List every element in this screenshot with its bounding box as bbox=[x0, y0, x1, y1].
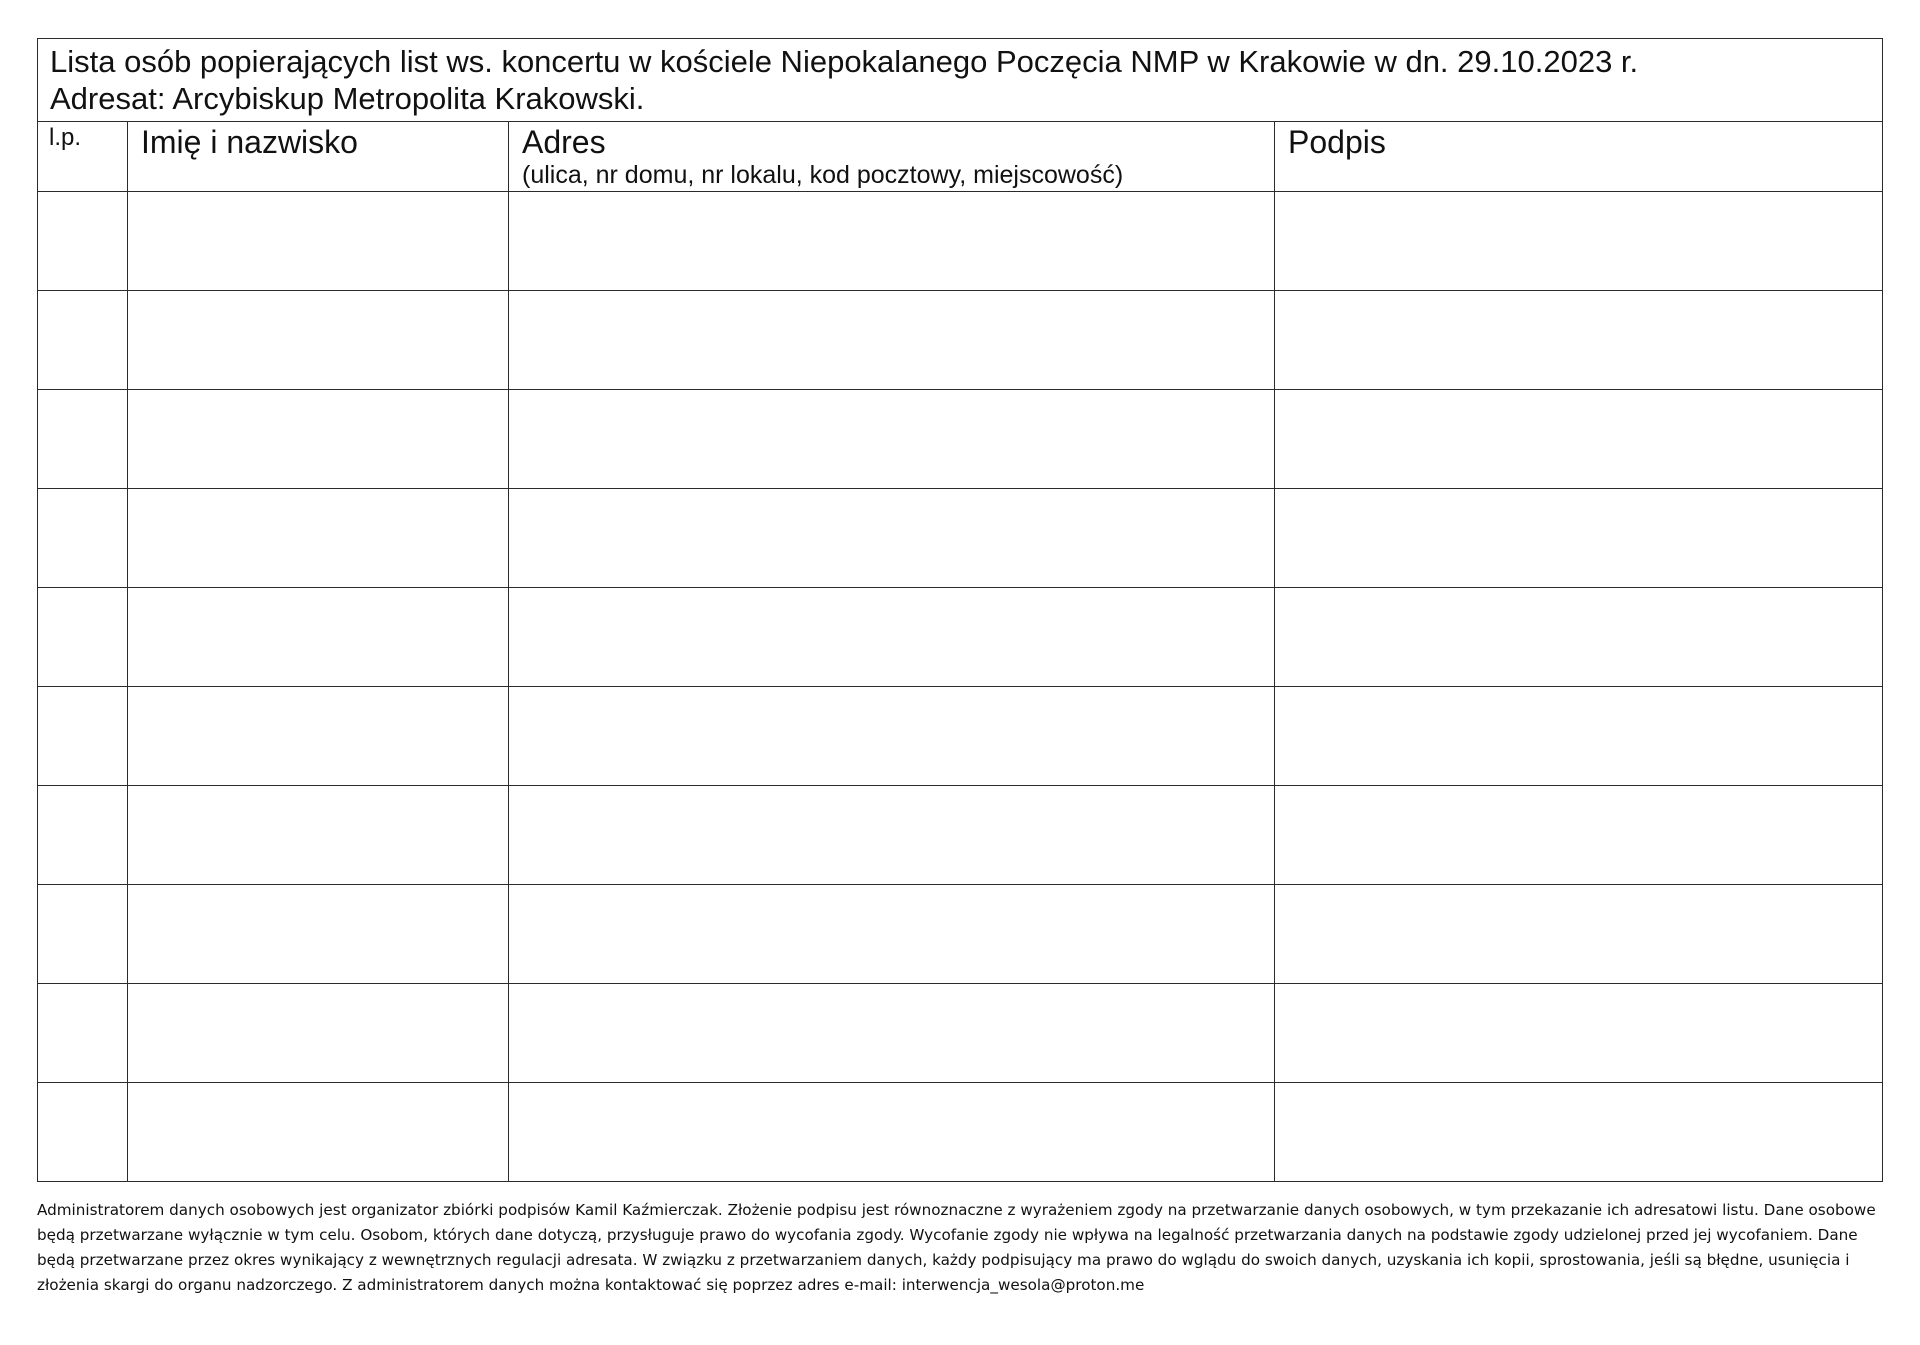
lp-cell[interactable] bbox=[38, 984, 128, 1083]
address-cell[interactable] bbox=[509, 291, 1275, 390]
signature-cell[interactable] bbox=[1275, 291, 1883, 390]
title-cell bbox=[38, 39, 1883, 122]
address-cell[interactable] bbox=[509, 588, 1275, 687]
header-lp-label: l.p. bbox=[49, 124, 82, 151]
header-address-cell bbox=[509, 122, 1275, 192]
petition-sheet bbox=[37, 38, 1882, 1182]
table-row bbox=[38, 984, 1883, 1083]
lp-cell[interactable] bbox=[38, 1083, 128, 1182]
name-cell[interactable] bbox=[128, 489, 509, 588]
table-row bbox=[38, 390, 1883, 489]
address-cell[interactable] bbox=[509, 192, 1275, 291]
signature-cell[interactable] bbox=[1275, 1083, 1883, 1182]
table-row bbox=[38, 291, 1883, 390]
signature-cell[interactable] bbox=[1275, 588, 1883, 687]
table-row bbox=[38, 885, 1883, 984]
header-address-hint: (ulica, nr domu, nr lokalu, kod pocztowy, miejscowość) bbox=[522, 161, 1124, 189]
name-cell[interactable] bbox=[128, 588, 509, 687]
header-signature-label: Podpis bbox=[1288, 124, 1386, 160]
header-lp-cell bbox=[38, 122, 128, 192]
signature-cell[interactable] bbox=[1275, 687, 1883, 786]
lp-cell[interactable] bbox=[38, 588, 128, 687]
name-cell[interactable] bbox=[128, 885, 509, 984]
signature-cell[interactable] bbox=[1275, 984, 1883, 1083]
table-row bbox=[38, 588, 1883, 687]
signature-cell[interactable] bbox=[1275, 192, 1883, 291]
signature-cell[interactable] bbox=[1275, 885, 1883, 984]
lp-cell[interactable] bbox=[38, 291, 128, 390]
lp-cell[interactable] bbox=[38, 390, 128, 489]
address-cell[interactable] bbox=[509, 489, 1275, 588]
address-cell[interactable] bbox=[509, 687, 1275, 786]
lp-cell[interactable] bbox=[38, 192, 128, 291]
lp-cell[interactable] bbox=[38, 687, 128, 786]
name-cell[interactable] bbox=[128, 390, 509, 489]
lp-cell[interactable] bbox=[38, 489, 128, 588]
address-cell[interactable] bbox=[509, 390, 1275, 489]
table-row bbox=[38, 489, 1883, 588]
address-cell[interactable] bbox=[509, 786, 1275, 885]
lp-cell[interactable] bbox=[38, 885, 128, 984]
gdpr-notice: Administratorem danych osobowych jest organizator zbiórki podpisów Kamil Kaźmierczak. Złożenie podpisu jest równoznaczne z wyrażeniem zgody na przetwarzanie danych osobowych, w tym przekazanie ich adresatowi listu. Dane osobowe będą przetwarzane wyłącznie w tym celu. Osobom, których dane dotyczą, przysługuje prawo do wycofania zgody. Wycofanie zgody nie wpływa na legalność przetwarzania danych na podstawie zgody udzielonej przed jej wycofaniem. Dane będą przetwarzane przez okres wynikający z wewnętrznych regulacji adresata. W związku z przetwarzaniem danych, każdy podpisujący ma prawo do wglądu do swoich danych, uzyskania ich kopii, sprostowania, jeśli są błędne, usunięcia i złożenia skargi do organu nadzorczego. Z administratorem danych można kontaktować się poprzez adres e-mail: interwencja_wesola@proton.me bbox=[37, 1201, 1876, 1294]
header-signature-cell bbox=[1275, 122, 1883, 192]
table-row bbox=[38, 192, 1883, 291]
header-address-label: Adres bbox=[522, 124, 606, 160]
signature-cell[interactable] bbox=[1275, 786, 1883, 885]
header-name-cell bbox=[128, 122, 509, 192]
name-cell[interactable] bbox=[128, 687, 509, 786]
signature-cell[interactable] bbox=[1275, 390, 1883, 489]
name-cell[interactable] bbox=[128, 192, 509, 291]
signature-cell[interactable] bbox=[1275, 489, 1883, 588]
header-name-label: Imię i nazwisko bbox=[141, 124, 358, 160]
address-cell[interactable] bbox=[509, 984, 1275, 1083]
table-row bbox=[38, 687, 1883, 786]
signature-table bbox=[37, 38, 1883, 1182]
header-row bbox=[38, 122, 1883, 192]
table-row bbox=[38, 1083, 1883, 1182]
document-title: Lista osób popierających list ws. koncertu w kościele Niepokalanego Poczęcia NMP w Krakowie w dn. 29.10.2023 r. bbox=[50, 44, 1639, 79]
title-row bbox=[38, 39, 1883, 122]
name-cell[interactable] bbox=[128, 291, 509, 390]
name-cell[interactable] bbox=[128, 1083, 509, 1182]
name-cell[interactable] bbox=[128, 984, 509, 1083]
address-cell[interactable] bbox=[509, 1083, 1275, 1182]
address-cell[interactable] bbox=[509, 885, 1275, 984]
table-row bbox=[38, 786, 1883, 885]
lp-cell[interactable] bbox=[38, 786, 128, 885]
name-cell[interactable] bbox=[128, 786, 509, 885]
addressee-line: Adresat: Arcybiskup Metropolita Krakowski. bbox=[50, 81, 645, 116]
